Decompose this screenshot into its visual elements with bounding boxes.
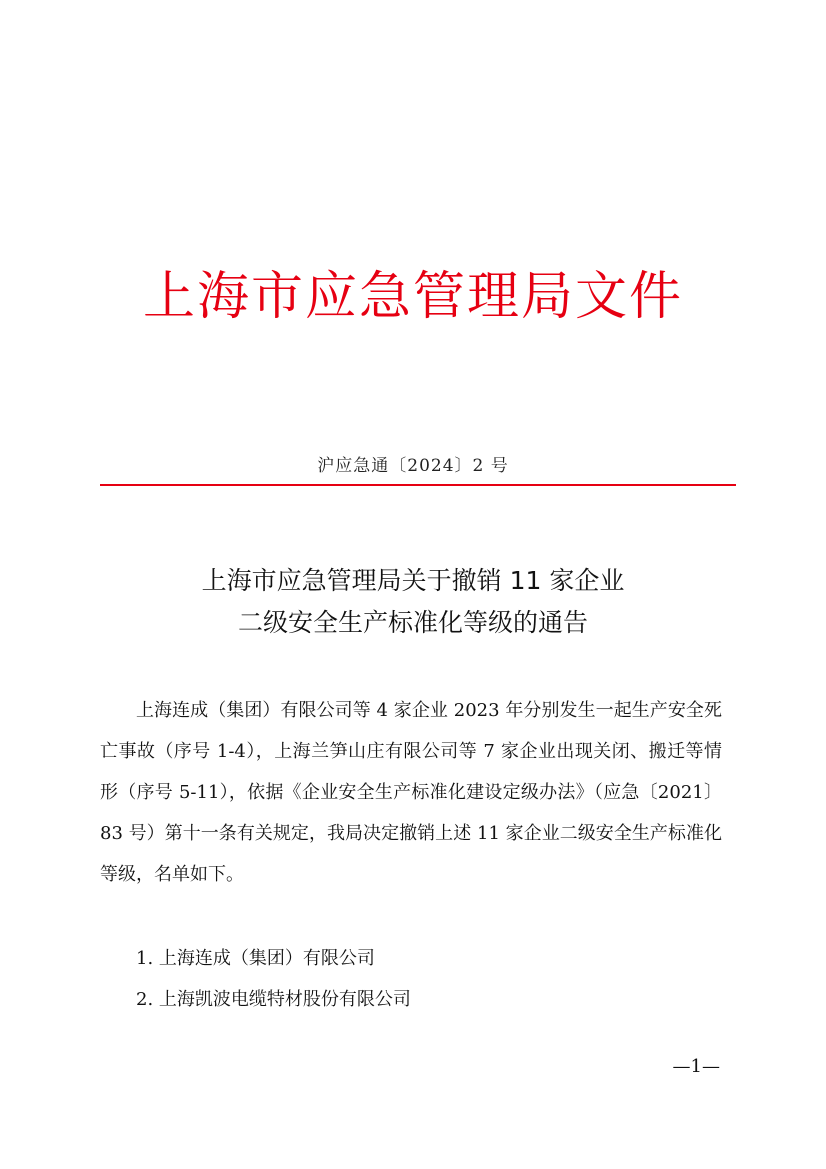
document-title-line-2: 二级安全生产标准化等级的通告 bbox=[237, 608, 588, 637]
company-list bbox=[100, 938, 722, 1020]
document-number: 沪应急通〔2024〕2 号 bbox=[317, 456, 509, 476]
document-masthead: 上海市应急管理局文件 bbox=[142, 267, 683, 327]
document-title-line-1: 上海市应急管理局关于撤销 11 家企业 bbox=[201, 566, 625, 595]
list-item: 1. 上海连成（集团）有限公司 bbox=[136, 948, 375, 969]
page-number: —1— bbox=[672, 1056, 720, 1077]
document-title bbox=[0, 560, 826, 644]
red-divider-line bbox=[100, 484, 736, 486]
body-paragraph: 上海连成（集团）有限公司等 4 家企业 2023 年分别发生一起生产安全死亡事故（序号 1-4），上海兰笋山庄有限公司等 7 家企业出现关闭、搬迁等情形（序号 5-11），依据《企业安全生产标准化建设定级办法》（应急〔2021〕83 号）第十一条有关规定，我局决定撤销上述 11 家企业二级安全生产标准化等级，名单如下。 bbox=[100, 700, 722, 885]
list-item: 2. 上海凯波电缆特材股份有限公司 bbox=[136, 989, 411, 1010]
